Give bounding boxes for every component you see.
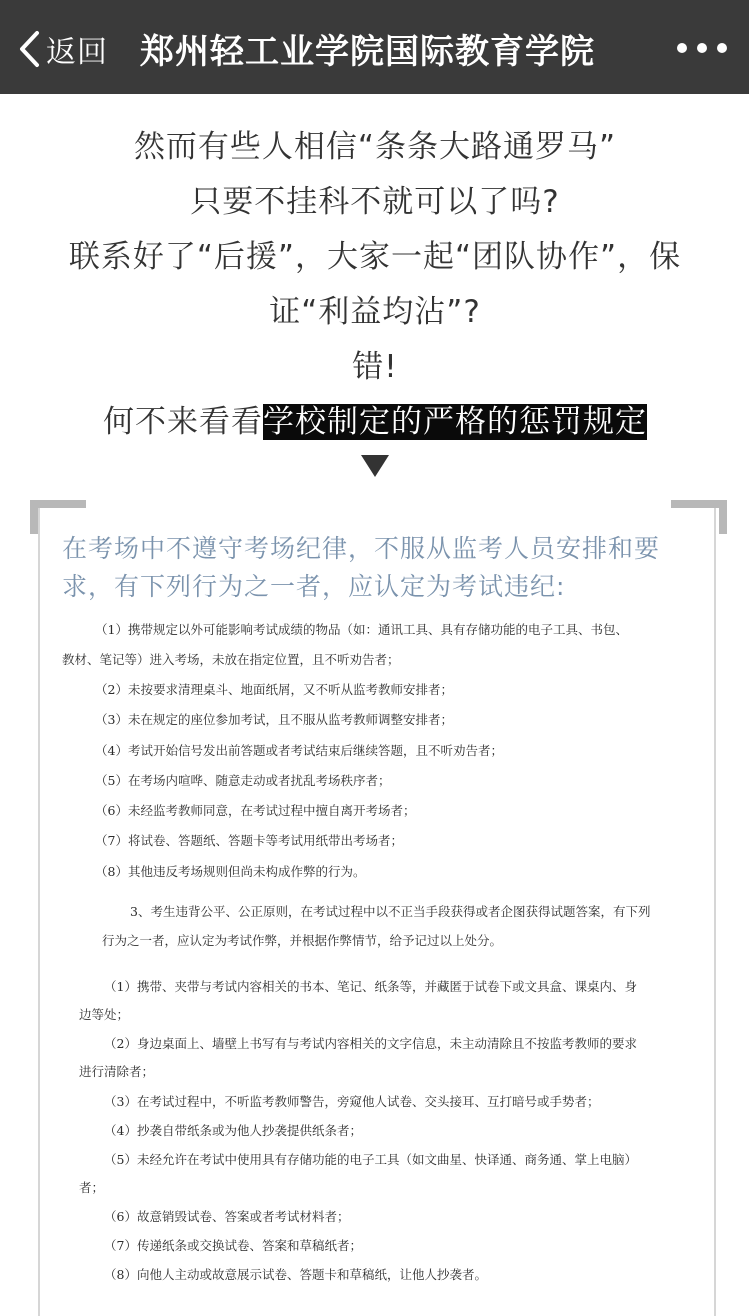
more-dots-icon[interactable] xyxy=(677,38,727,58)
intro-line: 证“利益均沾”? xyxy=(269,294,481,330)
intro-text xyxy=(50,120,700,450)
document-line: 边等处； xyxy=(79,1007,130,1022)
document-line: （3）未在规定的座位参加考试，且不服从监考教师调整安排者； xyxy=(95,712,453,727)
document-line: （5）未经允许在考试中使用具有存储功能的电子工具（如文曲星、快译通、商务通、掌上电脑） xyxy=(104,1152,637,1167)
document-line: （1）携带规定以外可能影响考试成绩的物品（如：通讯工具、具有存储功能的电子工具、书包、 xyxy=(95,622,628,637)
document-line: （4）考试开始信号发出前答题或者考试结束后继续答题，且不听劝告者； xyxy=(95,743,503,758)
document-line: （7）传递纸条或交换试卷、答案和草稿纸者； xyxy=(104,1238,362,1253)
document-line: （7）将试卷、答题纸、答题卡等考试用纸带出考场者； xyxy=(95,833,403,848)
intro-line: 只要不挂科不就可以了吗? xyxy=(190,184,560,220)
intro-line: 然而有些人相信“条条大路通罗马” xyxy=(133,129,617,165)
back-label: 返回 xyxy=(46,35,108,70)
document-line: （6）故意销毁试卷、答案或者考试材料者； xyxy=(104,1209,350,1224)
document-line: （3）在考试过程中，不听监考教师警告，旁窥他人试卷、交头接耳、互打暗号或手势者； xyxy=(104,1094,600,1109)
document-line: 者； xyxy=(79,1180,105,1195)
document-line: 教材、笔记等）进入考场，未放在指定位置，且不听劝告者； xyxy=(62,652,400,667)
intro-line-prefix: 何不来看看 xyxy=(103,404,263,440)
intro-line: 联系好了“后援”，大家一起“团队协作”，保 xyxy=(68,239,682,275)
document-line: （8）其他违反考场规则但尚未构成作弊的行为。 xyxy=(95,864,366,879)
document-line: （4）抄袭自带纸条或为他人抄袭提供纸条者； xyxy=(104,1123,362,1138)
card-corner-decoration xyxy=(30,500,86,534)
document-line: （2）未按要求清理桌斗、地面纸屑，又不听从监考教师安排者； xyxy=(95,682,453,697)
intro-line xyxy=(50,395,700,450)
intro-line: 错! xyxy=(352,349,398,385)
page-title: 郑州轻工业学院国际教育学院 xyxy=(140,32,595,72)
card-heading: 在考场中不遵守考场纪律，不服从监考人员安排和要求，有下列行为之一者，应认定为考试违纪: xyxy=(62,534,661,601)
document-line: 行为之一者，应认定为考试作弊，并根据作弊情节，给予记过以上处分。 xyxy=(102,933,503,948)
back-chevron-icon xyxy=(18,30,40,68)
card-corner-decoration xyxy=(671,500,727,534)
document-line: （2）身边桌面上、墙壁上书写有与考试内容相关的文字信息，未主动清除且不按监考教师的要求 xyxy=(104,1036,637,1051)
document-line: 进行清除者； xyxy=(79,1064,155,1079)
highlighted-text: 学校制定的严格的惩罚规定 xyxy=(263,404,647,440)
top-navigation-bar xyxy=(0,0,749,94)
back-button[interactable] xyxy=(18,26,108,72)
down-triangle-icon xyxy=(361,455,389,477)
document-line: （6）未经监考教师同意，在考试过程中擅自离开考场者； xyxy=(95,803,416,818)
document-line: （5）在考场内喧哗、随意走动或者扰乱考场秩序者； xyxy=(95,773,391,788)
document-line: （1）携带、夹带与考试内容相关的书本、笔记、纸条等，并藏匿于试卷下或文具盒、课桌内、身 xyxy=(104,979,637,994)
document-line: 3、考生违背公平、公正原则，在考试过程中以不正当手段获得或者企图获得试题答案，有下列 xyxy=(130,904,651,919)
document-line: （8）向他人主动或故意展示试卷、答题卡和草稿纸，让他人抄袭者。 xyxy=(104,1267,487,1282)
